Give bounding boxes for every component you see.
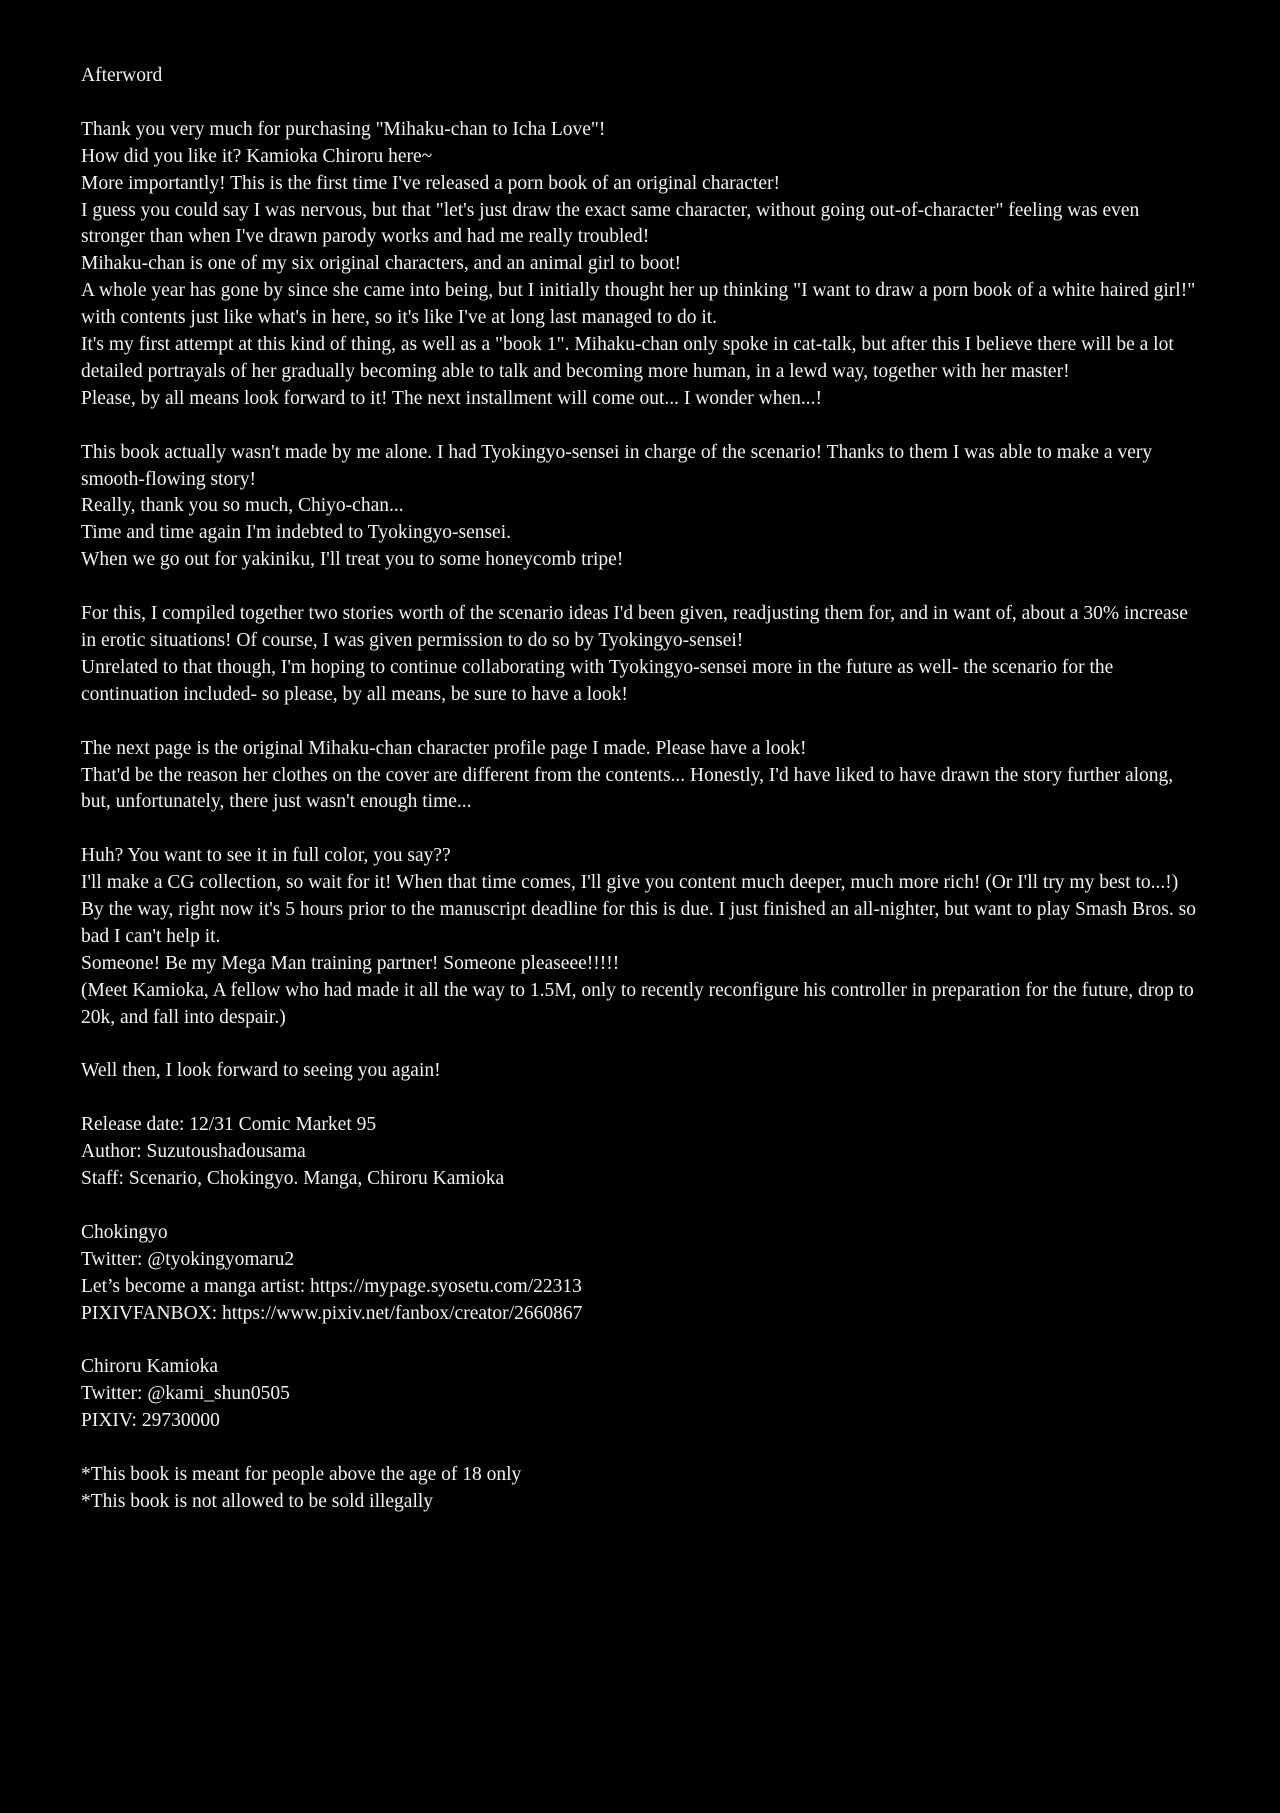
text-line: PIXIV: 29730000 — [81, 1410, 220, 1432]
text-line: Someone! Be my Mega Man training partner! Someone pleaseee!!!!! — [81, 952, 620, 974]
text-line: *This book is meant for people above the age of 18 only — [81, 1463, 522, 1485]
text-line: By the way, right now it's 5 hours prior to the manuscript deadline for this is due. I just finished an all-nighter, but want to play Smash Bros. so bad I can't help it. — [81, 899, 1196, 947]
text-line: I guess you could say I was nervous, but that "let's just draw the exact same character, without going out-of-character" feeling was even stronger than when I've drawn parody works and had me really troubled! — [81, 199, 1140, 248]
text-line: (Meet Kamioka, A fellow who had made it all the way to 1.5M, only to recently reconfigure his controller in preparation for the future, drop to 20k, and fall into despair.) — [81, 979, 1194, 1028]
text-line: That'd be the reason her clothes on the cover are different from the contents... Honestly, I'd have liked to have drawn the story further along, but, unfortunately, there just wasn't enough time... — [81, 764, 1174, 813]
text-line: How did you like it? Kamioka Chiroru here~ — [81, 145, 433, 167]
text-line: Twitter: @kami_shun0505 — [81, 1383, 290, 1405]
profile-paragraph — [81, 736, 1200, 817]
text-line: Mihaku-chan is one of my six original characters, and an animal girl to boot! — [81, 253, 681, 275]
afterword-body — [81, 117, 1200, 1516]
closing-paragraph — [81, 1058, 1200, 1085]
text-line: Please, by all means look forward to it! The next installment will come out... I wonder when...! — [81, 387, 823, 409]
text-line: Time and time again I'm indebted to Tyokingyo-sensei. — [81, 522, 512, 544]
text-line: More importantly! This is the first time I've released a porn book of an original character! — [81, 172, 780, 194]
text-line: Author: Suzutoushadousama — [81, 1141, 306, 1163]
text-line: Staff: Scenario, Chokingyo. Manga, Chiroru Kamioka — [81, 1168, 505, 1190]
text-line: The next page is the original Mihaku-chan character profile page I made. Please have a look! — [81, 737, 807, 759]
text-line: Huh? You want to see it in full color, you say?? — [81, 845, 451, 867]
release-info — [81, 1112, 1200, 1193]
text-line: Release date: 12/31 Comic Market 95 — [81, 1114, 377, 1136]
text-line: This book actually wasn't made by me alone. I had Tyokingyo-sensei in charge of the scenario! Thanks to them I was able to make a very smooth-flowing story! — [81, 441, 1153, 490]
collaboration-paragraph — [81, 440, 1200, 575]
text-line: It's my first attempt at this kind of thing, as well as a "book 1". Mihaku-chan only spoke in cat-talk, but after this I believe there will be a lot detailed portrayals of her gradually becoming able to talk and becoming more human, in a lewd way, together with her master! — [81, 334, 1174, 382]
text-line: Unrelated to that though, I'm hoping to continue collaborating with Tyokingyo-sensei more in the future as well- the scenario for the continuation included- so please, by all means, be sure to have a look! — [81, 656, 1114, 705]
text-line: When we go out for yakiniku, I'll treat you to some honeycomb tripe! — [81, 549, 624, 571]
text-line: Thank you very much for purchasing "Mihaku-chan to Icha Love"! — [81, 118, 606, 140]
color-paragraph — [81, 843, 1200, 1031]
page-title: Afterword — [81, 65, 163, 86]
text-line: For this, I compiled together two stories worth of the scenario ideas I'd been given, readjusting them for, and in want of, about a 30% increase in erotic situations! Of course, I was given permission to do so by Tyokingyo-sensei! — [81, 603, 1188, 651]
chokingyo-credits — [81, 1220, 1200, 1328]
text-line: Chokingyo — [81, 1221, 168, 1243]
text-line: I'll make a CG collection, so wait for it! When that time comes, I'll give you content much deeper, much more rich! (Or I'll try my best to...!) — [81, 872, 1179, 894]
text-line: PIXIVFANBOX: https://www.pixiv.net/fanbox/creator/2660867 — [81, 1302, 583, 1324]
text-line: Well then, I look forward to seeing you again! — [81, 1060, 441, 1082]
kamioka-credits — [81, 1354, 1200, 1435]
text-line: A whole year has gone by since she came into being, but I initially thought her up thinking "I want to draw a porn book of a white haired girl!" with contents just like what's in here, so it's like I've at long last managed to do it. — [81, 280, 1196, 329]
text-line: Really, thank you so much, Chiyo-chan... — [81, 495, 404, 517]
text-line: Let’s become a manga artist: https://mypage.syosetu.com/22313 — [81, 1275, 582, 1297]
text-line: Twitter: @tyokingyomaru2 — [81, 1248, 295, 1270]
scenario-paragraph — [81, 601, 1200, 709]
text-line: Chiroru Kamioka — [81, 1356, 219, 1378]
text-line: *This book is not allowed to be sold illegally — [81, 1490, 434, 1512]
notices — [81, 1462, 1200, 1516]
intro-paragraph — [81, 117, 1200, 413]
